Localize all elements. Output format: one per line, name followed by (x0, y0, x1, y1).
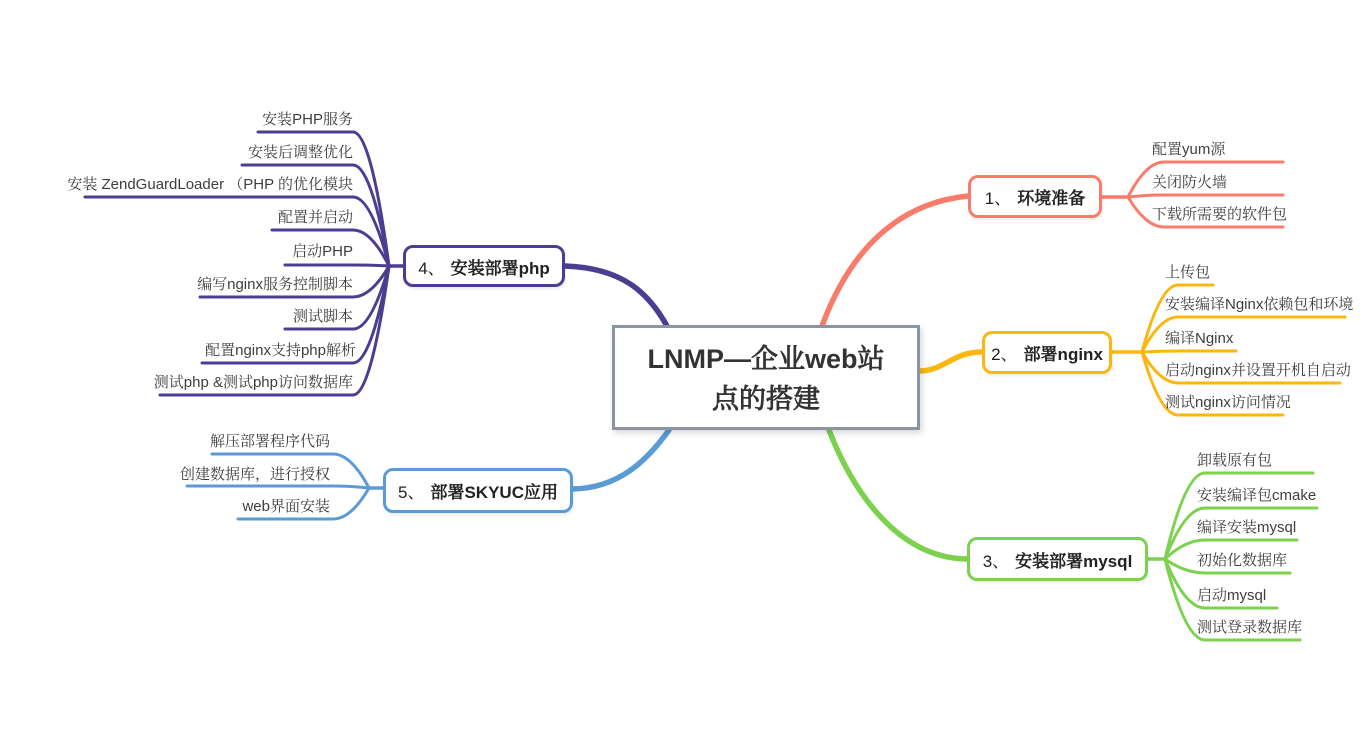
leaf-mysql-5[interactable]: 测试登录数据库 (1197, 619, 1303, 636)
leaf-skyuc-2[interactable]: web界面安装 (242, 498, 330, 515)
central-topic-line-2: 点的搭建 (712, 384, 820, 414)
leaf-nginx-3[interactable]: 启动nginx并设置开机自启动 (1165, 362, 1351, 379)
connector-main (829, 430, 967, 559)
connector-child (187, 486, 369, 488)
leaf-mysql-4[interactable]: 启动mysql (1197, 587, 1267, 604)
leaf-php-3[interactable]: 配置并启动 (277, 209, 353, 226)
branch-number: 3、 (982, 551, 1010, 571)
leaf-env-1[interactable]: 关闭防火墙 (1152, 174, 1228, 191)
branch-node-env[interactable] (968, 175, 1102, 218)
leaf-php-6[interactable]: 测试脚本 (292, 308, 353, 325)
central-topic-line-1: LNMP—企业web站 (647, 344, 885, 374)
branch-label: 安装部署php (450, 258, 550, 278)
leaf-php-2[interactable]: 安装 ZendGuardLoader （PHP 的优化模块 (67, 176, 353, 193)
leaf-mysql-0[interactable]: 卸载原有包 (1197, 452, 1273, 469)
branch-label: 安装部署mysql (1015, 551, 1133, 571)
leaf-nginx-1[interactable]: 安装编译Nginx依赖包和环境 (1165, 296, 1354, 313)
leaf-php-8[interactable]: 测试php &测试php访问数据库 (153, 374, 353, 391)
branch-number: 5、 (398, 483, 425, 502)
leaf-mysql-1[interactable]: 安装编译包cmake (1197, 487, 1317, 504)
leaf-mysql-3[interactable]: 初始化数据库 (1197, 552, 1288, 569)
branch-label: 部署nginx (1023, 345, 1103, 364)
branch-php-connectors (85, 132, 667, 395)
leaf-php-7[interactable]: 配置nginx支持php解析 (205, 342, 356, 359)
leaf-nginx-4[interactable]: 测试nginx访问情况 (1165, 394, 1291, 411)
leaf-skyuc-0[interactable]: 解压部署程序代码 (209, 433, 330, 450)
leaf-php-5[interactable]: 编写nginx服务控制脚本 (197, 276, 353, 293)
central-topic[interactable] (612, 325, 920, 430)
leaf-env-2[interactable]: 下载所需要的软件包 (1152, 206, 1288, 223)
leaf-env-0[interactable]: 配置yum源 (1152, 141, 1226, 158)
branch-label: 部署SKYUC应用 (430, 483, 558, 502)
connector-main (822, 196, 968, 326)
leaf-skyuc-1[interactable]: 创建数据库，进行授权 (179, 466, 330, 483)
branch-number: 4、 (418, 258, 445, 278)
connector-child (1128, 195, 1283, 197)
leaf-php-1[interactable]: 安装后调整优化 (247, 144, 353, 161)
leaf-php-4[interactable]: 启动PHP (292, 243, 353, 260)
branch-label: 环境准备 (1017, 189, 1086, 208)
leaf-nginx-2[interactable]: 编译Nginx (1165, 330, 1234, 347)
branch-node-skyuc[interactable] (383, 468, 573, 513)
branch-node-php[interactable] (403, 245, 565, 287)
connector-child (285, 265, 389, 266)
branch-number: 1、 (984, 189, 1012, 208)
connector-main (565, 266, 667, 326)
leaf-php-0[interactable]: 安装PHP服务 (262, 111, 353, 128)
connector-main (573, 430, 669, 489)
connector-child (1142, 351, 1236, 352)
leaf-mysql-2[interactable]: 编译安装mysql (1197, 519, 1297, 536)
leaf-nginx-0[interactable]: 上传包 (1165, 264, 1211, 281)
branch-node-mysql[interactable] (967, 537, 1148, 581)
connector-main (920, 352, 982, 371)
branch-number: 2、 (991, 345, 1018, 364)
branch-node-nginx[interactable] (982, 331, 1112, 374)
